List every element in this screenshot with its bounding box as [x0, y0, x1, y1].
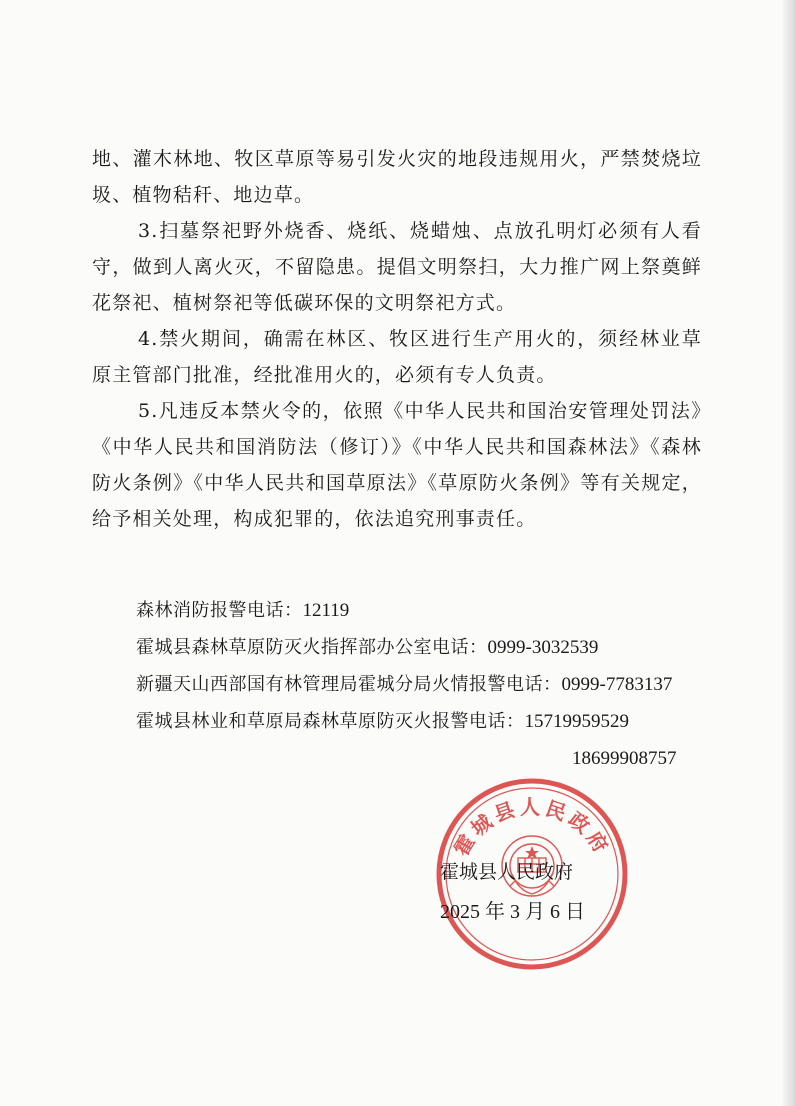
contact-extra-number: 18699908757	[572, 748, 677, 769]
contact-command-office	[136, 629, 716, 666]
paragraph-item-3: 3.扫墓祭祀野外烧香、烧纸、烧蜡烛、点放孔明灯必须有人看守，做到人离火灭，不留隐患。提倡文明祭扫，大力推广网上祭奠鲜花祭祀、植树祭祀等低碳环保的文明祭祀方式。	[92, 220, 702, 314]
paragraph-item-4: 4.禁火期间，确需在林区、牧区进行生产用火的，须经林业草原主管部门批准，经批准用火的，必须有专人负责。	[92, 328, 702, 386]
notice-body	[92, 141, 702, 537]
contact-label: 霍城县森林草原防灭火指挥部办公室电话：	[136, 637, 488, 658]
paragraph-item-5: 5.凡违反本禁火令的，依照《中华人民共和国治安管理处罚法》《中华人民共和国消防法（修订）》《中华人民共和国森林法》《森林防火条例》《中华人民共和国草原法》《草原防火条例》等有关规定，给予相关处理，构成犯罪的，依法追究刑事责任。	[92, 400, 702, 530]
contact-number: 0999-7783137	[561, 674, 673, 695]
contact-forestry-grassland	[136, 703, 716, 740]
contact-forest-fire	[136, 592, 716, 629]
seal-arc-text: 霍城县人民政府	[448, 795, 616, 861]
contact-number: 12119	[302, 600, 350, 621]
contact-extra-line	[136, 740, 716, 777]
signing-date: 2025 年 3 月 6 日	[440, 901, 585, 923]
contact-label: 新疆天山西部国有林管理局霍城分局火情报警电话：	[136, 674, 562, 695]
signing-organization: 霍城县人民政府	[440, 861, 574, 883]
paragraph-continuation: 地、灌木林地、牧区草原等易引发火灾的地段违规用火，严禁焚烧垃圾、植物秸秆、地边草。	[92, 148, 702, 206]
contact-list	[136, 592, 716, 777]
signature-block	[440, 852, 585, 932]
contact-number: 15719959529	[524, 711, 629, 732]
page-edge-shadow	[781, 0, 795, 1106]
contact-label: 霍城县林业和草原局森林草原防灭火报警电话：	[136, 711, 525, 732]
contact-number: 0999-3032539	[487, 637, 599, 658]
contact-label: 森林消防报警电话：	[136, 600, 303, 621]
contact-forest-bureau	[136, 666, 716, 703]
